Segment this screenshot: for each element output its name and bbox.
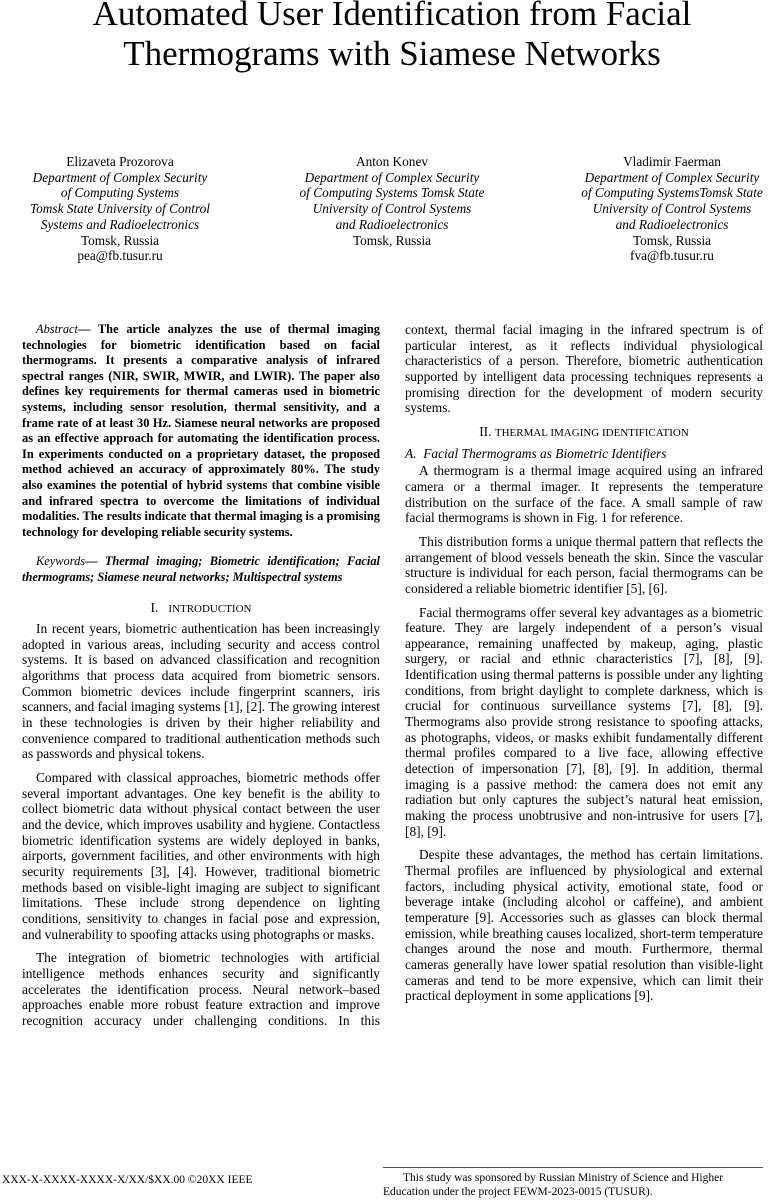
author-email: pea@fb.tusur.ru [77, 248, 163, 264]
author-affiliation: and Radioelectronics [335, 216, 449, 232]
copyright-notice: XXX-X-XXXX-XXXX-X/XX/$XX.00 ©20XX IEEE [2, 1174, 253, 1186]
subsection-title: Facial Thermograms as Biometric Identifiers [423, 445, 667, 461]
author-affiliation: University of Control Systems [312, 201, 472, 217]
paragraph: context, thermal facial imaging in the infrared spectrum is of particular interest, as it reflects individual physiological characteristics of a person. Therefore, biometric authentication supported by intelligent data processing techniques represents a promising direction for the development of modern security systems. [405, 322, 763, 416]
paragraph: The integration of biometric technologies with artificial intelligence methods enhances security and significantly accelerates the identification process. Neural network–based approaches enable more robust feature extraction and improve recognition accuracy under challenging conditions. In this [22, 950, 380, 1028]
section-number: II. [479, 423, 492, 439]
author-affiliation: Department of Complex Security [32, 169, 208, 185]
keywords-text: — Thermal imaging; Biometric identification; Facial thermograms; Siamese neural networks; Multispectral systems [22, 554, 380, 584]
paragraph: Compared with classical approaches, biometric methods offer several important advantages. One key benefit is the ability to collect biometric data without physical contact between the user and the device, which improves usability and hygiene. Contactless biometric identification systems are widely deployed in banks, airports, government facilities, and other environments with high security requirements [3], [4]. However, traditional biometric methods based on visible-light imaging are subject to significant limitations. These include strong dependence on lighting conditions, sensitivity to changes in facial pose and expression, and vulnerability to spoofing attacks using photographs or masks. [22, 770, 380, 942]
author-location: Tomsk, Russia [632, 232, 712, 248]
paper-title [0, 0, 784, 74]
author-location: Tomsk, Russia [352, 232, 432, 248]
keywords-label: Keywords [36, 554, 86, 569]
author-affiliation: Tomsk State University of Control [29, 201, 210, 217]
author-affiliation: and Radioelectronics [615, 216, 729, 232]
footnote-line: This study was sponsored by Russian Ministry of Science and Higher [403, 1172, 724, 1184]
footnote-line: Education under the project FEWM-2023-0015 (TUSUR). [383, 1186, 653, 1198]
paragraph: This distribution forms a unique thermal pattern that reflects the arrangement of blood vessels beneath the skin. Since the vascular structure is individual for each person, facial thermograms can be considered a reliable biometric identifier [5], [6]. [405, 533, 763, 596]
left-column [22, 322, 380, 1037]
paragraph: Despite these advantages, the method has certain limitations. Thermal profiles are influenced by physiological and external factors, including physical activity, emotional state, food or beverage intake (including alcohol or caffeine), and ambient temperature [9]. Accessories such as glasses can block thermal emission, while breathing causes localized, short-term temperature changes around the nose and mouth. Furthermore, thermal cameras generally have lower spatial resolution than visible-light cameras and tend to be more expensive, which can limit their practical deployment in some applications [9]. [405, 847, 763, 1004]
author-affiliation: of Computing Systems [60, 185, 180, 201]
title-line: Automated User Identification from Facial [92, 0, 692, 33]
author-affiliation: of Computing Systems Tomsk State [299, 185, 485, 201]
subsection-heading [405, 446, 763, 462]
subsection-number: A. [405, 445, 417, 461]
right-column [405, 322, 763, 1012]
author-affiliation: Systems and Radioelectronics [40, 216, 200, 232]
author-block [272, 154, 512, 248]
keywords [22, 554, 380, 585]
paragraph: In recent years, biometric authentication has been increasingly adopted in various areas, including security and access control systems. It is based on advanced classification and recognition algorithms that process data acquired from biometric sensors. Common biometric devices include fingerprint scanners, iris scanners, and facial imaging systems [1], [2]. The growing interest in these technologies is driven by their higher reliability and convenience compared to traditional authentication methods such as passwords and physical tokens. [22, 621, 380, 762]
author-name: Vladimir Faerman [623, 154, 721, 169]
author-name: Anton Konev [355, 154, 429, 169]
abstract [22, 322, 380, 540]
title-line: Thermograms with Siamese Networks [123, 34, 661, 73]
author-affiliation: Department of Complex Security [304, 169, 480, 185]
author-email: fva@fb.tusur.ru [630, 248, 714, 264]
author-location: Tomsk, Russia [80, 232, 160, 248]
paragraph: A thermogram is a thermal image acquired using an infrared camera or a thermal imager. It represents the temperature distribution on the surface of the face. A small sample of raw facial thermograms is shown in Fig. 1 for reference. [405, 463, 763, 526]
author-affiliation: Department of Complex Security [584, 169, 760, 185]
section-title: INTRODUCTION [168, 602, 252, 615]
author-affiliation: University of Control Systems [592, 201, 752, 217]
author-affiliation: of Computing SystemsTomsk State [581, 185, 763, 201]
abstract-label: Abstract [36, 322, 78, 336]
section-heading [22, 600, 380, 618]
author-block [0, 154, 240, 264]
funding-footnote [383, 1167, 763, 1199]
author-block [552, 154, 784, 264]
section-title: THERMAL IMAGING IDENTIFICATION [494, 426, 689, 439]
paragraph: Facial thermograms offer several key advantages as a biometric feature. They are largely independent of a person’s visual appearance, remaining unaffected by makeup, aging, plastic surgery, or racial and ethnic characteristics [7], [8], [9]. Identification using thermal patterns is possible under any lighting conditions, from bright daylight to complete darkness, which is crucial for continuous surveillance systems [7], [8], [9]. Thermograms also provide strong resistance to spoofing attacks, as photographs, videos, or masks exhibit fundamentally different thermal profiles compared to a live face, allowing effective detection of impersonation [7], [8], [9]. In addition, thermal imaging is a passive method: the camera does not emit any radiation but only captures the subject’s natural heat emission, making the process unobtrusive and non-intrusive for users [7], [8], [9]. [405, 604, 763, 839]
author-name: Elizaveta Prozorova [66, 154, 174, 169]
section-heading [405, 424, 763, 442]
abstract-text: — The article analyzes the use of thermal imaging technologies for biometric identification based on facial thermograms. It presents a comparative analysis of infrared spectral ranges (NIR, SWIR, MWIR, and LWIR). The paper also defines key requirements for thermal cameras used in biometric systems, including sensor resolution, thermal sensitivity, and a frame rate of at least 30 Hz. Siamese neural networks are proposed as an effective approach for automating the identification process. In experiments conducted on a proprietary dataset, the proposed method achieved an accuracy of approximately 80%. The study also examines the potential of hybrid systems that combine visible and infrared spectra to overcome the limitations of individual modalities. The results indicate that thermal imaging is a promising technology for developing reliable security systems. [22, 322, 380, 539]
section-number: I. [150, 599, 159, 615]
